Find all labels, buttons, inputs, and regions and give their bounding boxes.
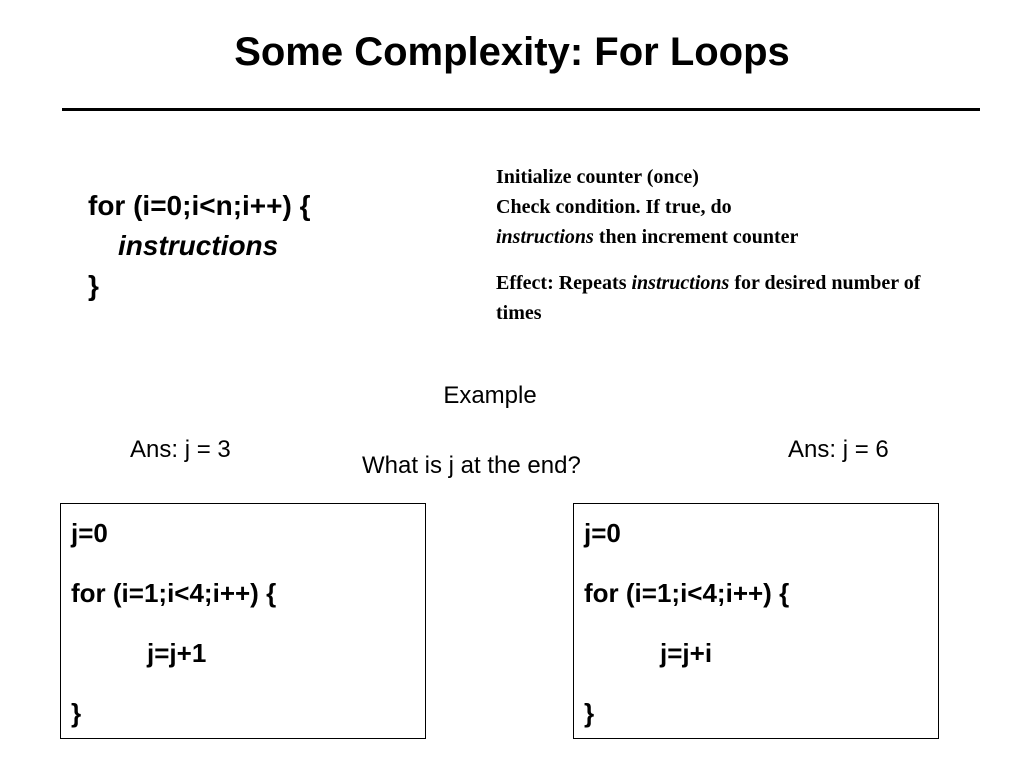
answer-left: Ans: j = 3 <box>130 436 231 463</box>
left-code-line-2: for (i=1;i<4;i++) { <box>71 578 277 608</box>
desc-line-1: Initialize counter (once) <box>496 166 699 188</box>
desc-line-3 <box>496 222 936 252</box>
answer-right: Ans: j = 6 <box>788 436 889 463</box>
left-code-line-3: j=j+1 <box>147 638 207 668</box>
right-code-line-4: } <box>584 698 595 728</box>
desc-line-3-rest: then increment counter <box>593 226 799 248</box>
for-loop-syntax <box>88 186 311 306</box>
title-underline <box>62 108 980 111</box>
right-code-line-2: for (i=1;i<4;i++) { <box>584 578 790 608</box>
desc-line-2: Check condition. If true, do <box>496 196 732 218</box>
loop-description <box>496 162 936 328</box>
effect-instructions-italic: instructions <box>631 272 730 294</box>
example-question: What is j at the end? <box>362 452 581 479</box>
effect-suffix: for desired number of times <box>496 272 921 324</box>
syntax-line-1: for (i=0;i<n;i++) { <box>88 190 311 221</box>
slide-title: Some Complexity: For Loops <box>234 30 790 74</box>
syntax-line-2: instructions <box>118 230 279 261</box>
example-heading: Example <box>443 382 537 409</box>
left-code-line-1: j=0 <box>71 518 108 548</box>
syntax-line-3: } <box>88 270 99 301</box>
left-code-line-4: } <box>71 698 82 728</box>
right-code-box <box>573 503 939 739</box>
desc-instructions-italic: instructions <box>496 226 594 248</box>
effect-prefix: Effect: Repeats <box>496 272 632 294</box>
right-code-line-3: j=j+i <box>660 638 713 668</box>
right-code-line-1: j=0 <box>584 518 621 548</box>
left-code-box <box>60 503 426 739</box>
desc-effect <box>496 268 936 328</box>
